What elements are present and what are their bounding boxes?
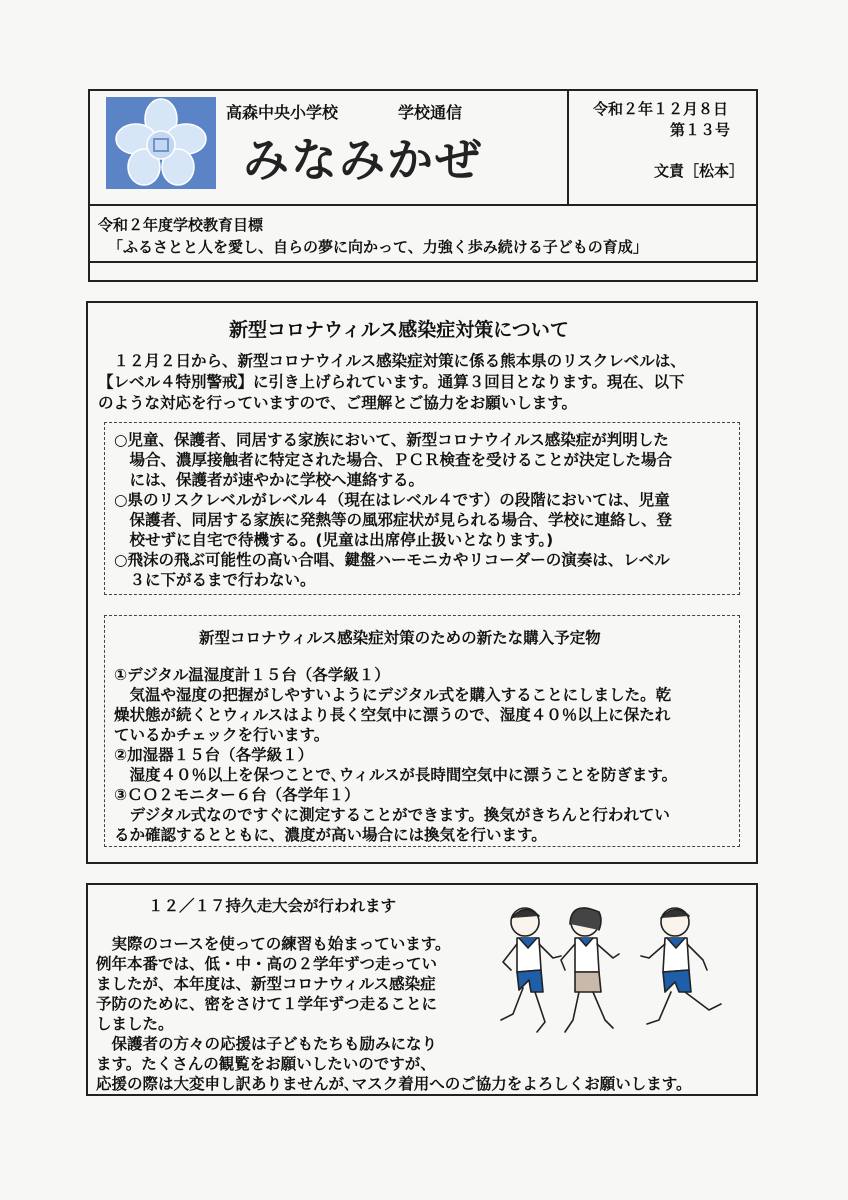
issue-date: 令和２年１２月８日 [593, 100, 729, 118]
issue-number: 第１３号 [670, 121, 731, 139]
purchase-line: ①デジタル温湿度計１５台（各学級１） [114, 666, 390, 684]
covid-intro-line: のような対応を行っていますので、ご理解とご協力をお願いします。 [98, 394, 577, 412]
measure-line: ○県のリスクレベルがレベル４（現在はレベル４です）の段階においては、児童 [114, 491, 670, 509]
running-children-icon [495, 900, 745, 1050]
marathon-line: 応援の際は大変申し訳ありませんが､マスク着用へのご協力をよろしくお願いします。 [96, 1075, 692, 1093]
goal-heading: 令和２年度学校教育目標 [98, 216, 264, 234]
marathon-line: ましたが、本年度は、新型コロナウィルス感染症 [96, 975, 436, 993]
marathon-line: 予防のために、密をさけて１学年ずつ走ることに [96, 995, 438, 1013]
marathon-line: ます。たくさんの観覧をお願いしたいのですが、 [96, 1055, 436, 1073]
measure-line: ○飛沫の飛ぶ可能性の高い合唱、鍵盤ハーモニカやリコーダーの演奏は、レベル [114, 551, 670, 569]
purchase-line: ②加湿器１５台（各学級１） [114, 746, 314, 764]
purchase-line: 気温や湿度の把握がしやすいようにデジタル式を購入することにしました。乾 [114, 686, 672, 704]
measure-line: 保護者、同居する家族に発熱等の風邪症状が見られる場合、学校に連絡し、登 [114, 511, 673, 529]
purchase-line: るか確認するとともに、濃度が高い場合には換気を行います。 [114, 826, 547, 844]
purchase-line: デジタル式なのですぐに測定することができます。換気がきちんと行われてい [114, 806, 670, 824]
marathon-line: 例年本番では、低・中・高の２学年ずつ走ってい [96, 955, 438, 973]
school-name: 高森中央小学校 [226, 103, 339, 122]
purchase-line: 湿度４０％以上を保つことで､ウィルスが長時間空気中に漂うことを防ぎます。 [114, 766, 678, 784]
covid-intro-line: 【レベル４特別警戒】に引き上げられています。通算３回目となります。現在、以下 [98, 373, 685, 391]
purchases-title: 新型コロナウィルス感染症対策のための新たな購入予定物 [199, 629, 601, 647]
measure-line: には、保護者が速やかに学校へ連絡する。 [114, 471, 425, 489]
measure-line: ３に下がるまで行わない。 [114, 571, 316, 589]
marathon-line: 保護者の方々の応援は子どもたちも励みになり [96, 1035, 438, 1053]
measure-line: 校せずに自宅で待機する。(児童は出席停止扱いとなります。) [114, 531, 554, 549]
marathon-line: しました。 [96, 1015, 174, 1033]
purchase-line: ③ＣＯ２モニター６台（各学年１） [114, 786, 360, 804]
header-divider-horizontal [88, 204, 758, 206]
measure-line: 場合、濃厚接触者に特定された場合、ＰＣＲ検査を受けることが決定した場合 [114, 451, 673, 469]
goal-text: 「ふるさとと人を愛し、自らの夢に向かって、力強く歩み続ける子どもの育成」 [108, 238, 648, 256]
newsletter-title: みなみかぜ [243, 133, 483, 187]
purchase-line: 燥状態が続くとウィルスはより長く空気中に漂うので、湿度４０％以上に保たれ [114, 706, 671, 724]
covid-title: 新型コロナウィルス感染症対策について [229, 319, 569, 341]
author: 文責［松本］ [654, 162, 745, 180]
covid-intro-line: １２月２日から、新型コロナウイルス感染症対策に係る熊本県のリスクレベルは、 [98, 352, 686, 370]
header-divider [567, 89, 569, 206]
purchase-line: ているかチェックを行います。 [114, 726, 330, 744]
measure-line: ○児童、保護者、同居する家族において、新型コロナウイルス感染症が判明した [114, 431, 669, 449]
goal-divider [88, 261, 758, 263]
marathon-line: 実際のコースを使っての練習も始まっています。 [96, 935, 451, 953]
newsletter-type: 学校通信 [398, 103, 463, 122]
sakura-school-emblem-icon [106, 97, 216, 189]
marathon-title: １２／１７持久走大会が行われます [148, 897, 397, 915]
